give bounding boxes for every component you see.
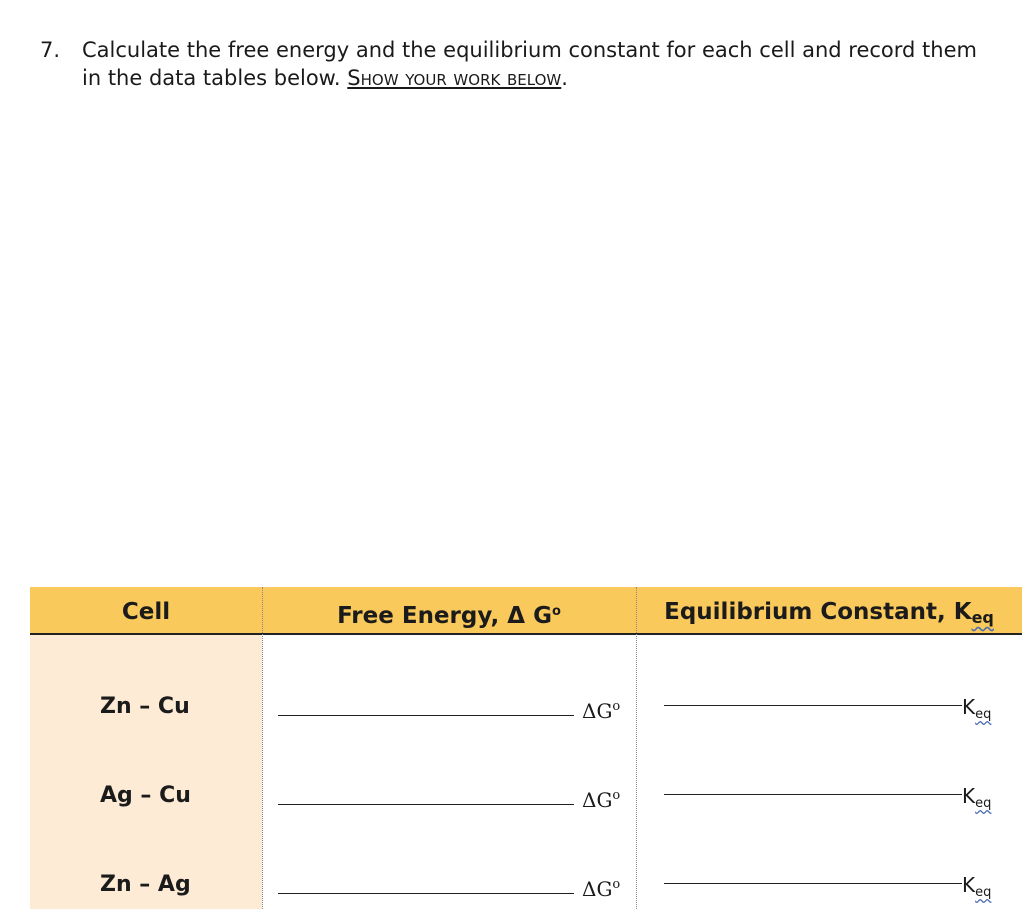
cell-label: Zn – Ag	[100, 872, 191, 897]
keq-answer-line[interactable]	[664, 794, 962, 795]
column-divider-2	[636, 587, 637, 909]
header-free-energy-sup: o	[551, 604, 561, 619]
header-free-energy	[262, 587, 636, 633]
question-7	[40, 36, 1010, 92]
free-energy-answer-line[interactable]	[278, 893, 574, 894]
delta-g-unit	[582, 687, 620, 731]
header-equilibrium-constant	[636, 587, 1022, 633]
delta-g-symbol: ΔG	[582, 877, 613, 901]
keq-sub: eq	[975, 885, 992, 900]
delta-g-symbol: ΔG	[582, 699, 613, 723]
keq-unit	[962, 776, 991, 824]
question-period: .	[561, 66, 568, 90]
delta-g-symbol: ΔG	[582, 788, 613, 812]
table-row-ag-cu	[30, 776, 1022, 816]
keq-unit	[962, 687, 991, 735]
question-line-2-text: in the data tables below.	[82, 66, 341, 90]
keq-answer-line[interactable]	[664, 883, 962, 884]
data-table	[30, 587, 1022, 909]
keq-symbol: K	[962, 695, 976, 719]
column-divider-1	[262, 587, 263, 909]
keq-unit	[962, 865, 991, 913]
table-row-zn-ag	[30, 865, 1022, 905]
free-energy-answer-line[interactable]	[278, 804, 574, 805]
delta-g-sup: o	[612, 788, 621, 803]
question-number: 7.	[40, 38, 61, 62]
keq-symbol: K	[962, 873, 976, 897]
question-text	[82, 36, 1010, 92]
keq-symbol: K	[962, 784, 976, 808]
keq-answer-line[interactable]	[664, 705, 962, 706]
keq-sub: eq	[975, 707, 992, 722]
header-cell: Cell	[121, 599, 171, 625]
show-work-instruction: Show your work below	[347, 66, 562, 90]
table-header-row	[30, 587, 1022, 635]
question-line-1: Calculate the free energy and the equilibrium constant for each cell and record them	[82, 38, 977, 62]
header-free-energy-text: Free Energy, Δ G	[337, 603, 552, 629]
keq-sub: eq	[975, 796, 992, 811]
delta-g-unit	[582, 865, 620, 909]
delta-g-sup: o	[612, 699, 621, 714]
table-row-zn-cu	[30, 687, 1022, 727]
question-line-2	[82, 64, 1010, 92]
delta-g-sup: o	[612, 877, 621, 892]
cell-label: Zn – Cu	[100, 694, 190, 719]
work-area[interactable]	[30, 100, 1020, 580]
header-keq-text: Equilibrium Constant, K	[664, 599, 972, 625]
header-keq-sub: eq	[971, 608, 994, 627]
delta-g-unit	[582, 776, 620, 820]
cell-label: Ag – Cu	[100, 783, 191, 808]
free-energy-answer-line[interactable]	[278, 715, 574, 716]
